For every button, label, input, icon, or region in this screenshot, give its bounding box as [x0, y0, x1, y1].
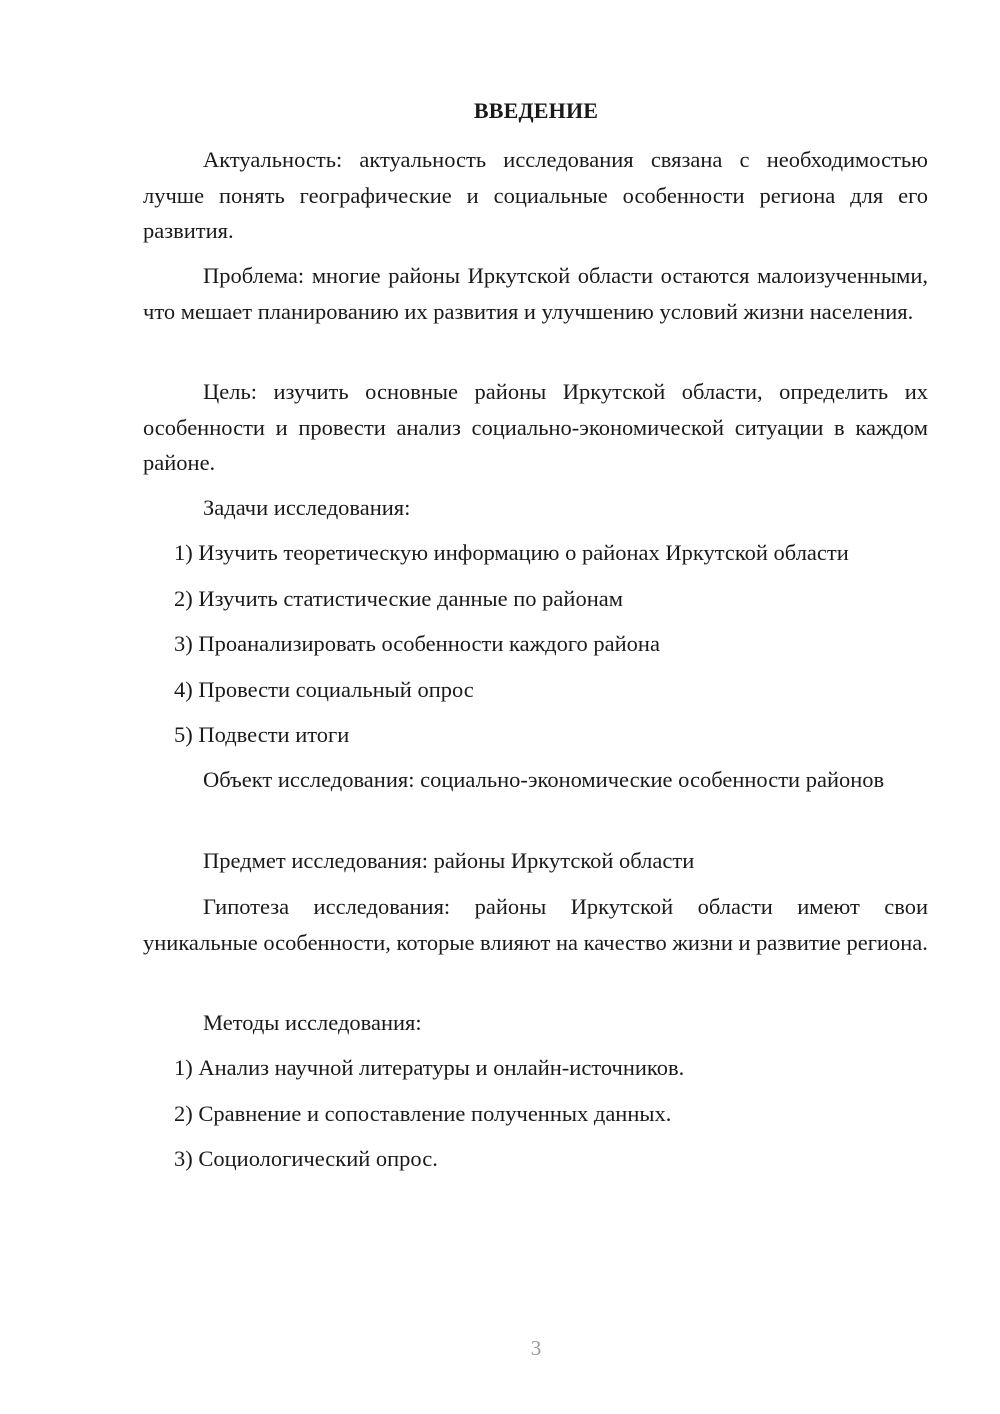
object-paragraph	[143, 762, 928, 798]
page-title: ВВЕДЕНИЕ	[473, 98, 599, 123]
problem-text: Проблема: многие районы Иркутской области остаются малоизученными, что мешает планированию их развития и улучшению условий жизни населения.	[143, 263, 928, 324]
list-item: 2) Изучить статистические данные по районам	[174, 586, 623, 611]
tasks-title: Задачи исследования:	[203, 495, 411, 520]
methods-list	[143, 1096, 928, 1132]
list-item: 1) Изучить теоретическую информацию о районах Иркутской области	[174, 540, 849, 565]
methods-title-paragraph	[143, 1005, 928, 1041]
list-item: 3) Проанализировать особенности каждого района	[174, 631, 660, 656]
tasks-list	[143, 581, 928, 617]
relevance-paragraph	[143, 142, 928, 249]
page-number: 3	[530, 1336, 542, 1360]
hypothesis-text: Гипотеза исследования: районы Иркутской области имеют свои уникальные особенности, которые влияют на качество жизни и развитие региона.	[143, 894, 928, 955]
subject-text: Предмет исследования: районы Иркутской области	[203, 848, 695, 873]
methods-title: Методы исследования:	[203, 1010, 422, 1035]
list-item: 3) Социологический опрос.	[174, 1146, 438, 1171]
tasks-list	[143, 626, 928, 662]
hypothesis-paragraph	[143, 889, 928, 960]
tasks-title-paragraph	[143, 490, 928, 526]
goal-paragraph	[143, 374, 928, 481]
list-item: 4) Провести социальный опрос	[174, 677, 474, 702]
list-item: 5) Подвести итоги	[174, 722, 350, 747]
list-item: 1) Анализ научной литературы и онлайн-источников.	[174, 1055, 685, 1080]
goal-text: Цель: изучить основные районы Иркутской области, определить их особенности и провести анализ социально-экономической ситуации в каждом районе.	[143, 379, 928, 475]
tasks-list	[143, 717, 928, 753]
tasks-list	[143, 672, 928, 708]
methods-list	[143, 1050, 928, 1086]
relevance-text: Актуальность: актуальность исследования связана с необходимостью лучше понять географические и социальные особенности региона для его развития.	[143, 147, 928, 243]
tasks-list	[143, 535, 928, 571]
list-item: 2) Сравнение и сопоставление полученных данных.	[174, 1101, 672, 1126]
problem-paragraph	[143, 258, 928, 329]
subject-paragraph	[143, 843, 928, 879]
methods-list	[143, 1141, 928, 1177]
object-text: Объект исследования: социально-экономические особенности районов	[203, 767, 885, 792]
